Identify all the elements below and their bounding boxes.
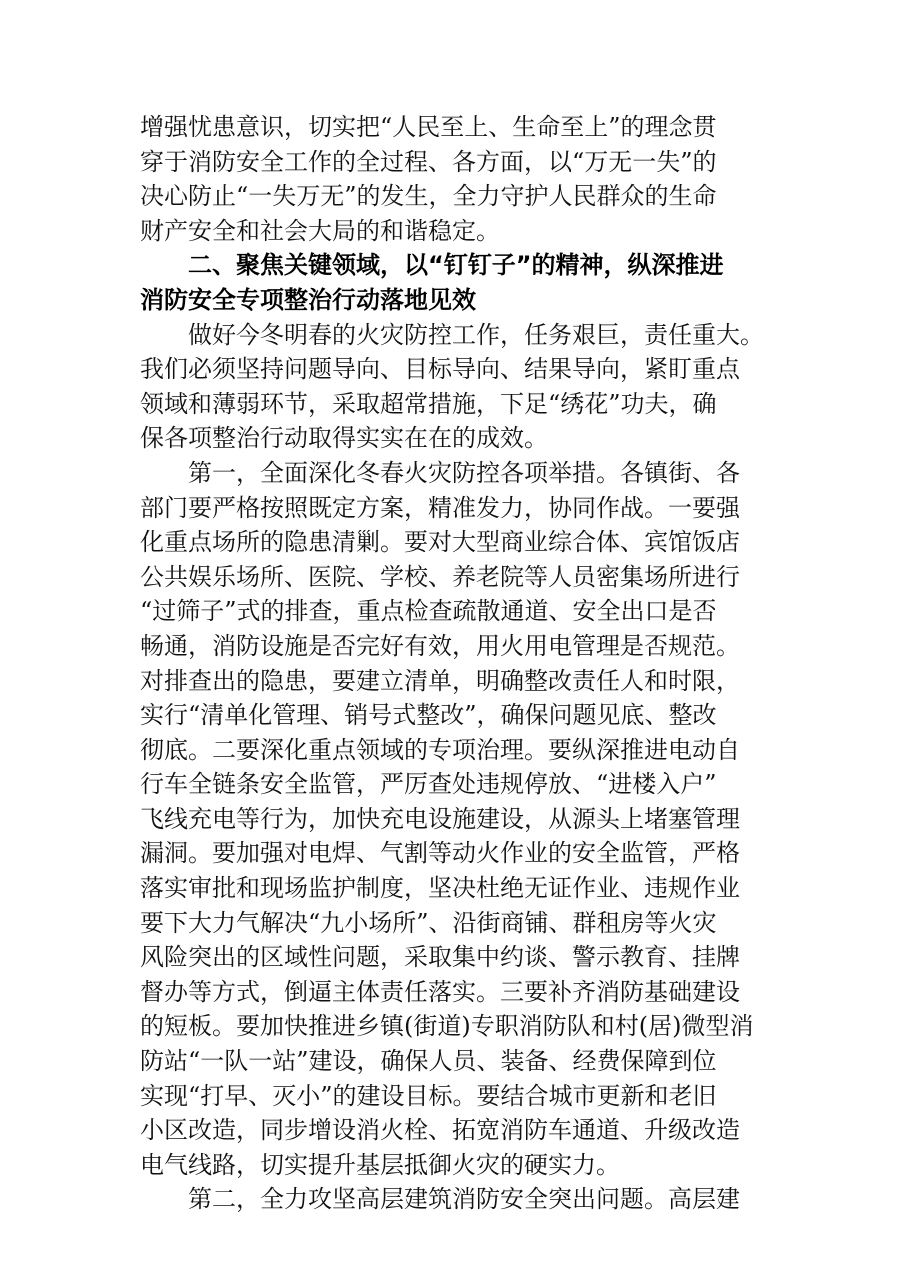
- text-line: 我们必须坚持问题导向、目标导向、结果导向，紧盯重点: [140, 355, 740, 384]
- paragraph-second-measures: [140, 1182, 780, 1217]
- text-line: 部门要严格按照既定方案，精准发力，协同作战。一要强: [140, 493, 740, 522]
- text-line: 保各项整治行动取得实实在在的成效。: [140, 424, 548, 453]
- text-line: 对排查出的隐患，要建立清单，明确整改责任人和时限，: [140, 666, 740, 695]
- text-line: 做好今冬明春的火灾防控工作，任务艰巨，责任重大。: [188, 320, 764, 349]
- text-line: 的短板。要加快推进乡镇(街道)专职消防队和村(居)微型消: [140, 1012, 754, 1041]
- text-line: 防站“一队一站”建设，确保人员、装备、经费保障到位: [140, 1047, 717, 1076]
- text-line: 第二，全力攻坚高层建筑消防安全突出问题。高层建: [188, 1185, 740, 1214]
- text-line: 化重点场所的隐患清剿。要对大型商业综合体、宾馆饭店: [140, 528, 740, 557]
- heading-line: 二、聚焦关键领域，以“钉钉子”的精神，纵深推进: [188, 251, 724, 280]
- text-line: 督办等方式，倒逼主体责任落实。三要补齐消防基础建设: [140, 977, 740, 1006]
- text-line: 漏洞。要加强对电焊、气割等动火作业的安全监管，严格: [140, 839, 740, 868]
- text-line: 增强忧患意识，切实把“人民至上、生命至上”的理念贯: [140, 113, 717, 141]
- text-line: 实现“打早、灭小”的建设目标。要结合城市更新和老旧: [140, 1081, 717, 1110]
- text-line: 行车全链条安全监管，严厉查处违规停放、“进楼入户”: [140, 770, 717, 799]
- text-line: 畅通，消防设施是否完好有效，用火用电管理是否规范。: [140, 631, 740, 660]
- text-line: 领域和薄弱环节，采取超常措施，下足“绣花”功夫，确: [140, 389, 717, 418]
- section-heading: [140, 248, 780, 317]
- text-line: 落实审批和现场监护制度，坚决杜绝无证作业、违规作业: [140, 874, 740, 903]
- text-line: 彻底。二要深化重点领域的专项治理。要纵深推进电动自: [140, 735, 740, 764]
- paragraph-intro: [140, 318, 780, 456]
- text-line: 决心防止“一失万无”的发生，全力守护人民群众的生命: [140, 182, 717, 211]
- text-line: “过筛子”式的排查，重点检查疏散通道、安全出口是否: [140, 597, 717, 626]
- text-line: 财产安全和社会大局的和谐稳定。: [140, 216, 500, 245]
- text-line: 要下大力气解决“九小场所”、沿街商铺、群租房等火灾: [140, 908, 717, 937]
- text-line: 电气线路，切实提升基层抵御火灾的硬实力。: [140, 1150, 620, 1179]
- text-line: 公共娱乐场所、医院、学校、养老院等人员密集场所进行: [140, 562, 740, 591]
- text-line: 风险突出的区域性问题，采取集中约谈、警示教育、挂牌: [140, 943, 740, 972]
- document-body: [140, 110, 780, 1217]
- paragraph-first-measures: [140, 456, 780, 1182]
- paragraph-continuation: [140, 110, 780, 248]
- text-line: 实行“清单化管理、销号式整改”，确保问题见底、整改: [140, 701, 717, 730]
- text-line: 小区改造，同步增设消火栓、拓宽消防车通道、升级改造: [140, 1116, 740, 1145]
- heading-line: 消防安全专项整治行动落地见效: [140, 285, 476, 314]
- text-line: 穿于消防安全工作的全过程、各方面，以“万无一失”的: [140, 147, 717, 176]
- text-line: 第一，全面深化冬春火灾防控各项举措。各镇街、各: [188, 458, 740, 487]
- text-line: 飞线充电等行为，加快充电设施建设，从源头上堵塞管理: [140, 804, 740, 833]
